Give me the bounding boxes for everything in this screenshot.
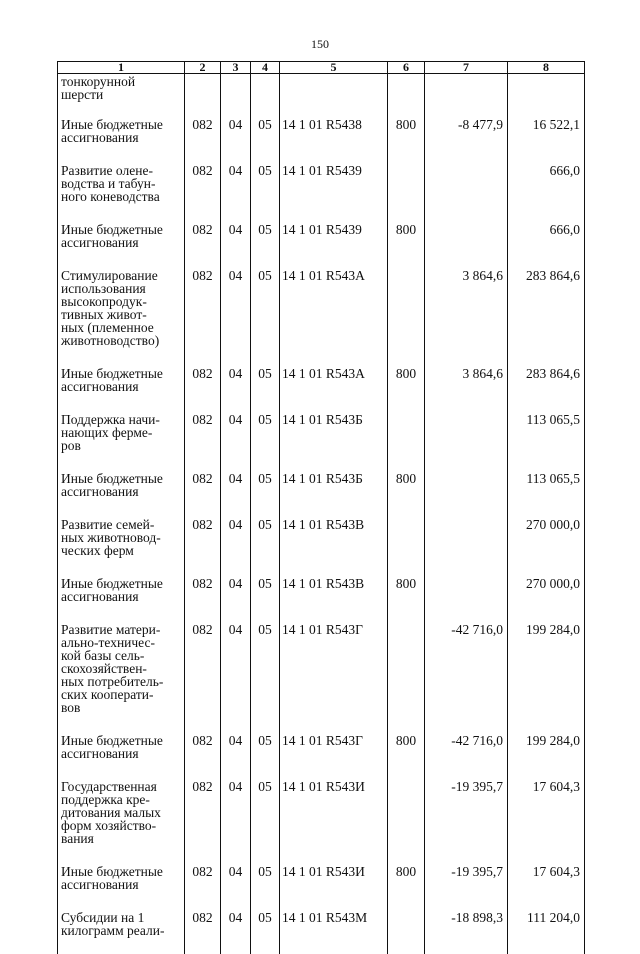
item-name-line: Иные бюджетные <box>61 223 183 236</box>
item-name-line: Поддержка начи- <box>61 413 183 426</box>
ministry-code-cell: 082 <box>185 364 221 410</box>
item-name-line: ных животновод- <box>61 531 183 544</box>
column-header-3: 3 <box>221 62 251 74</box>
item-name-line: вов <box>61 701 183 714</box>
target-article-cell: 14 1 01 R543А <box>280 266 388 364</box>
item-name-cell <box>58 74 185 116</box>
table-row <box>58 266 585 364</box>
subsection-cell: 05 <box>251 220 280 266</box>
item-name-cell <box>58 620 185 731</box>
item-name-cell <box>58 731 185 777</box>
ministry-code-cell: 082 <box>185 469 221 515</box>
total-amount-cell <box>508 74 585 116</box>
change-amount-cell: -8 477,9 <box>425 115 508 161</box>
subsection-cell: 05 <box>251 515 280 574</box>
table-row <box>58 115 585 161</box>
section-cell: 04 <box>221 220 251 266</box>
subsection-cell: 05 <box>251 777 280 862</box>
table-row <box>58 620 585 731</box>
item-name-cell <box>58 161 185 220</box>
item-name-cell <box>58 574 185 620</box>
total-amount-cell: 16 522,1 <box>508 115 585 161</box>
total-amount-cell: 270 000,0 <box>508 574 585 620</box>
expense-type-cell <box>388 908 425 954</box>
total-amount-cell: 199 284,0 <box>508 620 585 731</box>
section-cell: 04 <box>221 862 251 908</box>
item-name-line: ально-техничес- <box>61 636 183 649</box>
item-name-line: ассигнования <box>61 236 183 249</box>
expense-type-cell <box>388 410 425 469</box>
expense-type-cell <box>388 266 425 364</box>
item-name-line: использования <box>61 282 183 295</box>
subsection-cell: 05 <box>251 364 280 410</box>
subsection-cell: 05 <box>251 731 280 777</box>
expense-type-cell: 800 <box>388 469 425 515</box>
change-amount-cell: -42 716,0 <box>425 731 508 777</box>
subsection-cell: 05 <box>251 115 280 161</box>
section-cell <box>221 74 251 116</box>
ministry-code-cell: 082 <box>185 574 221 620</box>
section-cell: 04 <box>221 620 251 731</box>
item-name-line: поддержка кре- <box>61 793 183 806</box>
item-name-line: вания <box>61 832 183 845</box>
ministry-code-cell: 082 <box>185 777 221 862</box>
total-amount-cell: 199 284,0 <box>508 731 585 777</box>
section-cell: 04 <box>221 364 251 410</box>
change-amount-cell <box>425 74 508 116</box>
subsection-cell <box>251 74 280 116</box>
section-cell: 04 <box>221 908 251 954</box>
total-amount-cell: 17 604,3 <box>508 777 585 862</box>
item-name-line: Стимулирование <box>61 269 183 282</box>
item-name-line: Иные бюджетные <box>61 367 183 380</box>
target-article-cell: 14 1 01 R543В <box>280 574 388 620</box>
table-row <box>58 908 585 954</box>
section-cell: 04 <box>221 469 251 515</box>
item-name-cell <box>58 515 185 574</box>
ministry-code-cell: 082 <box>185 620 221 731</box>
total-amount-cell: 283 864,6 <box>508 266 585 364</box>
ministry-code-cell: 082 <box>185 515 221 574</box>
column-header-5: 5 <box>280 62 388 74</box>
item-name-line: килограмм реали- <box>61 924 183 937</box>
item-name-line: ассигнования <box>61 485 183 498</box>
section-cell: 04 <box>221 266 251 364</box>
change-amount-cell: -18 898,3 <box>425 908 508 954</box>
expense-type-cell <box>388 161 425 220</box>
total-amount-cell: 17 604,3 <box>508 862 585 908</box>
item-name-line: Иные бюджетные <box>61 577 183 590</box>
item-name-line: Развитие олене- <box>61 164 183 177</box>
subsection-cell: 05 <box>251 574 280 620</box>
expense-type-cell: 800 <box>388 574 425 620</box>
total-amount-cell: 111 204,0 <box>508 908 585 954</box>
total-amount-cell: 666,0 <box>508 161 585 220</box>
ministry-code-cell: 082 <box>185 161 221 220</box>
subsection-cell: 05 <box>251 620 280 731</box>
target-article-cell: 14 1 01 R543Г <box>280 731 388 777</box>
item-name-line: ного коневодства <box>61 190 183 203</box>
item-name-line: Развитие матери- <box>61 623 183 636</box>
change-amount-cell: -19 395,7 <box>425 777 508 862</box>
item-name-line: тонкорунной <box>61 75 183 88</box>
item-name-line: ных (племенное <box>61 321 183 334</box>
table-row <box>58 220 585 266</box>
section-cell: 04 <box>221 574 251 620</box>
item-name-cell <box>58 469 185 515</box>
section-cell: 04 <box>221 161 251 220</box>
change-amount-cell <box>425 574 508 620</box>
target-article-cell: 14 1 01 R543Б <box>280 410 388 469</box>
section-cell: 04 <box>221 731 251 777</box>
target-article-cell <box>280 74 388 116</box>
total-amount-cell: 283 864,6 <box>508 364 585 410</box>
section-cell: 04 <box>221 115 251 161</box>
expense-type-cell <box>388 777 425 862</box>
item-name-line: Субсидии на 1 <box>61 911 183 924</box>
target-article-cell: 14 1 01 R543И <box>280 777 388 862</box>
target-article-cell: 14 1 01 R543В <box>280 515 388 574</box>
item-name-line: скохозяйствен- <box>61 662 183 675</box>
table-row <box>58 777 585 862</box>
expense-type-cell <box>388 74 425 116</box>
item-name-line: дитования малых <box>61 806 183 819</box>
target-article-cell: 14 1 01 R5438 <box>280 115 388 161</box>
expense-type-cell: 800 <box>388 364 425 410</box>
expense-type-cell: 800 <box>388 115 425 161</box>
item-name-line: кой базы сель- <box>61 649 183 662</box>
item-name-line: водства и табун- <box>61 177 183 190</box>
target-article-cell: 14 1 01 R543М <box>280 908 388 954</box>
item-name-cell <box>58 364 185 410</box>
table-row <box>58 469 585 515</box>
change-amount-cell: 3 864,6 <box>425 364 508 410</box>
ministry-code-cell: 082 <box>185 266 221 364</box>
item-name-line: Иные бюджетные <box>61 118 183 131</box>
table-body <box>58 74 585 954</box>
item-name-line: нающих ферме- <box>61 426 183 439</box>
ministry-code-cell <box>185 74 221 116</box>
item-name-line: ассигнования <box>61 131 183 144</box>
table-row <box>58 731 585 777</box>
item-name-line: Развитие семей- <box>61 518 183 531</box>
expense-type-cell: 800 <box>388 731 425 777</box>
column-header-2: 2 <box>185 62 221 74</box>
target-article-cell: 14 1 01 R543А <box>280 364 388 410</box>
table-row <box>58 161 585 220</box>
section-cell: 04 <box>221 410 251 469</box>
item-name-cell <box>58 220 185 266</box>
total-amount-cell: 270 000,0 <box>508 515 585 574</box>
item-name-cell <box>58 115 185 161</box>
ministry-code-cell: 082 <box>185 908 221 954</box>
column-header-1: 1 <box>58 62 185 74</box>
subsection-cell: 05 <box>251 469 280 515</box>
item-name-line: ассигнования <box>61 878 183 891</box>
item-name-cell <box>58 266 185 364</box>
item-name-line: Иные бюджетные <box>61 472 183 485</box>
expense-type-cell: 800 <box>388 862 425 908</box>
expense-type-cell <box>388 515 425 574</box>
target-article-cell: 14 1 01 R543Б <box>280 469 388 515</box>
change-amount-cell <box>425 220 508 266</box>
change-amount-cell: -19 395,7 <box>425 862 508 908</box>
item-name-line: ассигнования <box>61 747 183 760</box>
table-row <box>58 410 585 469</box>
item-name-line: шерсти <box>61 88 183 101</box>
target-article-cell: 14 1 01 R5439 <box>280 161 388 220</box>
ministry-code-cell: 082 <box>185 220 221 266</box>
ministry-code-cell: 082 <box>185 862 221 908</box>
ministry-code-cell: 082 <box>185 410 221 469</box>
item-name-line: высокопродук- <box>61 295 183 308</box>
column-header-6: 6 <box>388 62 425 74</box>
change-amount-cell: -42 716,0 <box>425 620 508 731</box>
subsection-cell: 05 <box>251 908 280 954</box>
item-name-line: ческих ферм <box>61 544 183 557</box>
table-row <box>58 862 585 908</box>
subsection-cell: 05 <box>251 410 280 469</box>
item-name-line: Государственная <box>61 780 183 793</box>
budget-table <box>57 61 585 954</box>
target-article-cell: 14 1 01 R543И <box>280 862 388 908</box>
column-header-4: 4 <box>251 62 280 74</box>
item-name-cell <box>58 777 185 862</box>
expense-type-cell: 800 <box>388 220 425 266</box>
change-amount-cell <box>425 410 508 469</box>
item-name-line: форм хозяйство- <box>61 819 183 832</box>
ministry-code-cell: 082 <box>185 731 221 777</box>
table-row <box>58 74 585 116</box>
column-header-8: 8 <box>508 62 585 74</box>
table-row <box>58 515 585 574</box>
item-name-line: ских кооперати- <box>61 688 183 701</box>
item-name-line: животноводство) <box>61 334 183 347</box>
header-row <box>58 62 585 74</box>
ministry-code-cell: 082 <box>185 115 221 161</box>
change-amount-cell <box>425 161 508 220</box>
total-amount-cell: 113 065,5 <box>508 469 585 515</box>
item-name-cell <box>58 908 185 954</box>
table-row <box>58 574 585 620</box>
page-number: 150 <box>0 37 640 52</box>
subsection-cell: 05 <box>251 862 280 908</box>
change-amount-cell <box>425 515 508 574</box>
item-name-cell <box>58 410 185 469</box>
column-header-7: 7 <box>425 62 508 74</box>
item-name-line: ных потребитель- <box>61 675 183 688</box>
item-name-line: тивных живот- <box>61 308 183 321</box>
total-amount-cell: 666,0 <box>508 220 585 266</box>
subsection-cell: 05 <box>251 161 280 220</box>
change-amount-cell: 3 864,6 <box>425 266 508 364</box>
total-amount-cell: 113 065,5 <box>508 410 585 469</box>
table-row <box>58 364 585 410</box>
table-header <box>58 62 585 74</box>
item-name-line: ассигнования <box>61 380 183 393</box>
item-name-line: ассигнования <box>61 590 183 603</box>
change-amount-cell <box>425 469 508 515</box>
item-name-line: Иные бюджетные <box>61 734 183 747</box>
item-name-cell <box>58 862 185 908</box>
target-article-cell: 14 1 01 R543Г <box>280 620 388 731</box>
subsection-cell: 05 <box>251 266 280 364</box>
target-article-cell: 14 1 01 R5439 <box>280 220 388 266</box>
section-cell: 04 <box>221 777 251 862</box>
item-name-line: Иные бюджетные <box>61 865 183 878</box>
expense-type-cell <box>388 620 425 731</box>
section-cell: 04 <box>221 515 251 574</box>
item-name-line: ров <box>61 439 183 452</box>
